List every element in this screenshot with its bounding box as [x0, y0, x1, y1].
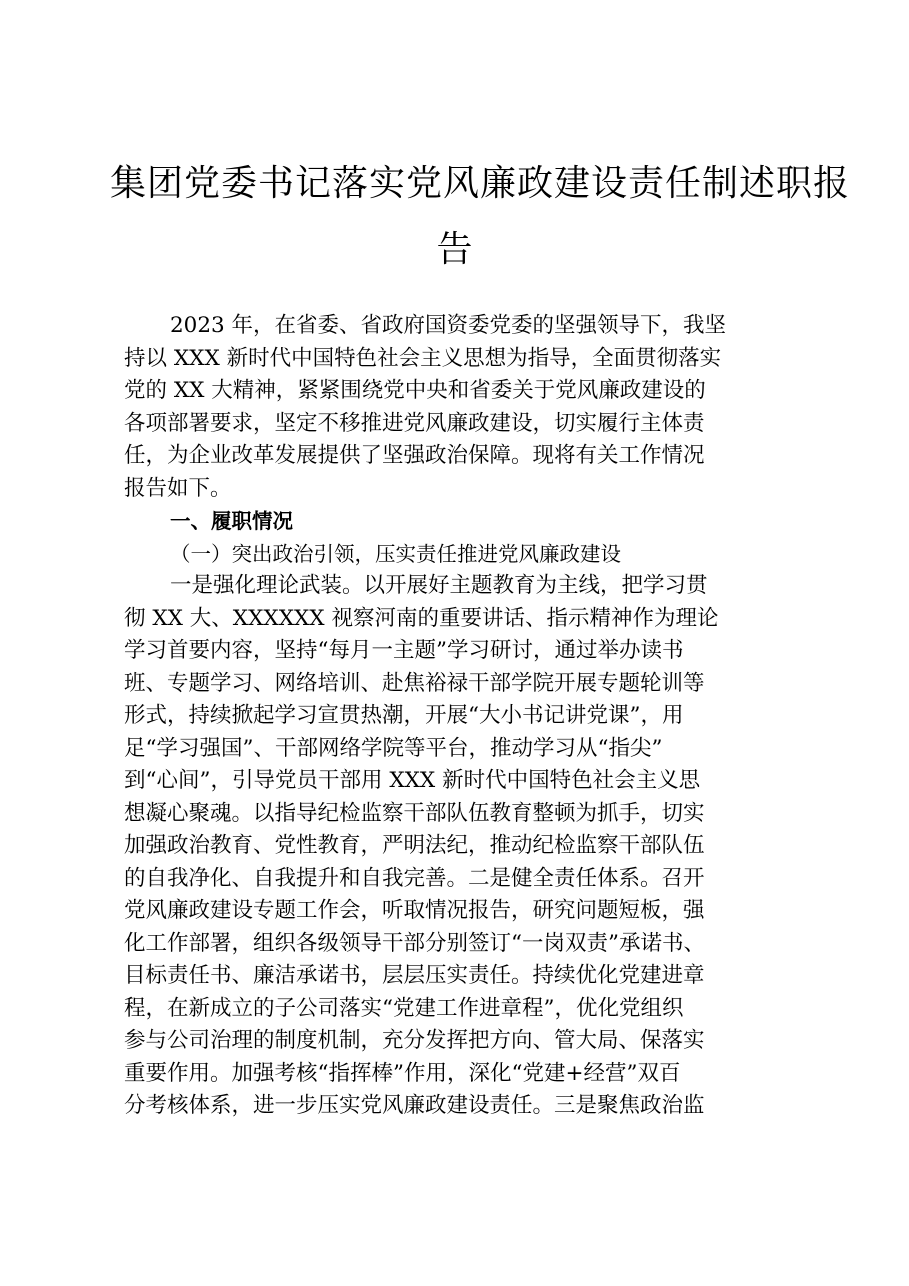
paragraph-line: 一是强化理论武装。以开展好主题教育为主线，把学习贯 — [170, 573, 708, 598]
paragraph-line: 报告如下。 — [124, 475, 232, 501]
paragraph-line: 任，为企业改革发展提供了坚强政治保障。现将有关工作情况 — [124, 443, 705, 468]
paragraph-line: 程，在新成立的子公司落实“党建工作进章程”，优化党组织 — [124, 995, 684, 1021]
paragraph-line: 学习首要内容，坚持“每月一主题”学习研讨，通过举办读书 — [124, 638, 684, 663]
paragraph-line: 化工作部署，组织各级领导干部分别签订“一岗双责”承诺书、 — [124, 930, 705, 956]
subsection-heading: （一）突出政治引领，压实责任推进党风廉政建设 — [170, 541, 621, 566]
paragraph-line: 2023 年，在省委、省政府国资委党委的坚强领导下，我坚 — [170, 313, 727, 338]
paragraph-line: 彻 XX 大、XXXXXX 视察河南的重要讲话、指示精神作为理论 — [124, 605, 719, 631]
paragraph-line: 各项部署要求，坚定不移推进党风廉政建设，切实履行主体责 — [124, 410, 705, 436]
document-title-line-2: 告 — [436, 229, 474, 270]
paragraph-line: 想凝心聚魂。以指导纪检监察干部队伍教育整顿为抓手，切实 — [124, 800, 705, 826]
document-body — [124, 310, 804, 1123]
paragraph-line: 党的 XX 大精神，紧紧围绕党中央和省委关于党风廉政建设的 — [124, 378, 706, 403]
document-title-line-1: 集团党委书记落实党风廉政建设责任制述职报 — [110, 163, 851, 204]
paragraph-line: 的自我净化、自我提升和自我完善。二是健全责任体系。召开 — [124, 865, 705, 891]
paragraph-line: 持以 XXX 新时代中国特色社会主义思想为指导，全面贯彻落实 — [124, 345, 722, 371]
paragraph-line: 分考核体系，进一步压实党风廉政建设责任。三是聚焦政治监 — [124, 1093, 705, 1118]
paragraph-line: 到“心间”，引导党员干部用 XXX 新时代中国特色社会主义思 — [124, 768, 701, 793]
paragraph-line: 党风廉政建设专题工作会，听取情况报告，研究问题短板，强 — [124, 898, 705, 923]
paragraph-line: 参与公司治理的制度机制，充分发挥把方向、管大局、保落实 — [124, 1028, 705, 1053]
paragraph-line: 班、专题学习、网络培训、赴焦裕禄干部学院开展专题轮训等 — [124, 670, 705, 696]
paragraph-line: 足“学习强国”、干部网络学院等平台，推动学习从“指尖” — [124, 735, 663, 761]
paragraph-line: 加强政治教育、党性教育，严明法纪，推动纪检监察干部队伍 — [124, 833, 705, 858]
paragraph-line: 形式，持续掀起学习宣贯热潮，开展“大小书记讲党课”，用 — [124, 703, 684, 728]
section-heading: 一、履职情况 — [170, 509, 293, 533]
paragraph-line: 重要作用。加强考核“指挥棒”作用，深化“党建+经营”双百 — [124, 1060, 681, 1086]
paragraph-line: 目标责任书、廉洁承诺书，层层压实责任。持续优化党建进章 — [124, 963, 705, 988]
